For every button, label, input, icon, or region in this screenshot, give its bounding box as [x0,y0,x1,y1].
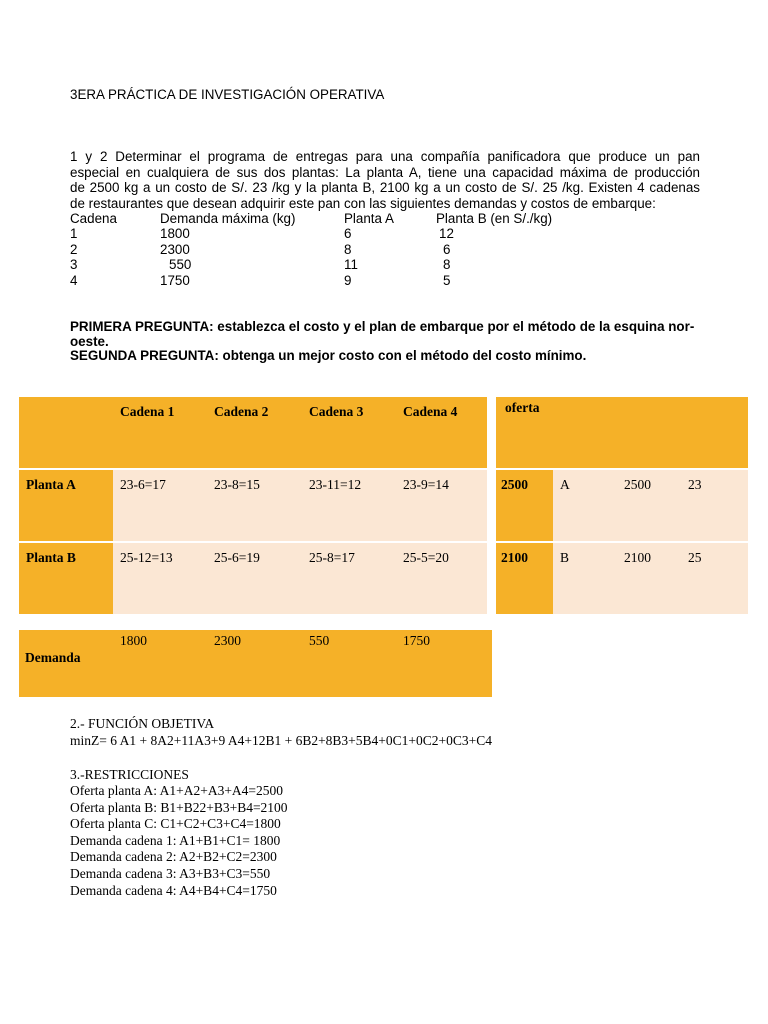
cell: 3 [70,257,78,272]
cell: 1750 [160,273,190,288]
objective-formula: minZ= 6 A1 + 8A2+11A3+9 A4+12B1 + 6B2+8B3+5B4+0C1+0C2+0C3+C4 [70,733,493,748]
problem-line: especial en cualquiera de sus dos plantas: La planta A, tiene una capacidad máxima de producción [70,164,700,180]
cell: 1 [70,226,78,241]
cell: 11 [344,257,358,272]
cell: 6 [344,226,352,241]
problem-line: de 2500 kg a un costo de S/. 23 /kg y la planta B, 2100 kg a un costo de S/. 25 /kg. Existen 4 cadenas [70,180,700,196]
page-title: 3ERA PRÁCTICA DE INVESTIGACIÓN OPERATIVA [70,87,385,102]
grid-cell: 25-6=19 [207,543,302,614]
question-2 [70,348,710,363]
header-cadena: Cadena [70,211,117,226]
row-label-demanda: Demanda [19,630,113,697]
col-header-cadena-3: Cadena 3 [302,397,396,468]
cell: 550 [169,257,192,272]
cell: 12 [439,226,454,241]
cell: 2300 [160,242,190,257]
col-header-cadena-2: Cadena 2 [207,397,302,468]
cell: 4 [70,273,78,288]
col-header-blank [617,397,681,468]
header-planta-b: Planta B (en S/./kg) [436,211,553,226]
plant-cost-b: 25 [681,543,748,614]
grid-cell: 23-11=12 [302,470,396,541]
grid-corner [19,397,113,468]
question-2-text: obtenga un mejor costo con el método del costo mínimo. [218,348,587,363]
constraint-item: Demanda cadena 1: A1+B1+C1= 1800 [70,832,281,848]
question-2-label: SEGUNDA PREGUNTA: [70,348,219,363]
constraints-heading: 3.-RESTRICCIONES [70,767,189,782]
constraints-list [70,783,288,899]
cell: 1800 [160,226,190,241]
objective-heading: 2.- FUNCIÓN OBJETIVA [70,716,215,731]
row-label-planta-a: Planta A [19,470,113,541]
col-header-blank [681,397,748,468]
cell: 8 [344,242,352,257]
grid-cell: 25-12=13 [113,543,207,614]
constraint-item: Demanda cadena 3: A3+B3+C3=550 [70,865,271,881]
header-demanda: Demanda máxima (kg) [160,211,296,226]
plant-capacity-a: 2500 [617,470,681,541]
plant-name-a: A [553,470,617,541]
col-header-cadena-4: Cadena 4 [396,397,487,468]
problem-line: de restaurantes que desean adquirir este pan con las siguientes demandas y costos de embarque: [70,195,656,211]
cell: 2 [70,242,78,257]
cell: 6 [443,242,451,257]
cell: 9 [344,273,352,288]
constraint-item: Demanda cadena 2: A2+B2+C2=2300 [70,849,277,865]
oferta-value-b: 2100 [496,543,553,614]
grid-cell: 25-5=20 [396,543,487,614]
plant-name-b: B [553,543,617,614]
constraint-item: Demanda cadena 4: A4+B4+C4=1750 [70,882,277,898]
question-1 [70,319,710,349]
cell: 8 [443,257,451,272]
grid-cell: 23-8=15 [207,470,302,541]
col-header-blank [553,397,617,468]
demanda-cell: 550 [302,630,396,697]
plant-capacity-b: 2100 [617,543,681,614]
header-planta-a: Planta A [344,211,394,226]
row-label-planta-b: Planta B [19,543,113,614]
demanda-cell: 2300 [207,630,302,697]
constraint-item: Oferta planta A: A1+A2+A3+A4=2500 [70,783,284,798]
demanda-cell: 1750 [396,630,492,697]
grid-cell: 23-9=14 [396,470,487,541]
constraint-item: Oferta planta B: B1+B22+B3+B4=2100 [70,799,288,815]
problem-line: 1 y 2 Determinar el programa de entregas para una compañía panificadora que produce un pan [70,149,700,164]
question-1-label: PRIMERA PREGUNTA: [70,319,214,334]
plant-cost-a: 23 [681,470,748,541]
grid-cell: 23-6=17 [113,470,207,541]
demanda-cell: 1800 [113,630,207,697]
cell: 5 [443,273,451,288]
col-header-cadena-1: Cadena 1 [113,397,207,468]
problem-statement [70,149,700,211]
oferta-value-a: 2500 [496,470,553,541]
question-1-text: establezca el costo y el plan de embarque por el método de la esquina nor- oeste. [70,319,695,349]
col-header-oferta: oferta [496,397,553,468]
constraint-item: Oferta planta C: C1+C2+C3+C4=1800 [70,816,281,832]
grid-cell: 25-8=17 [302,543,396,614]
